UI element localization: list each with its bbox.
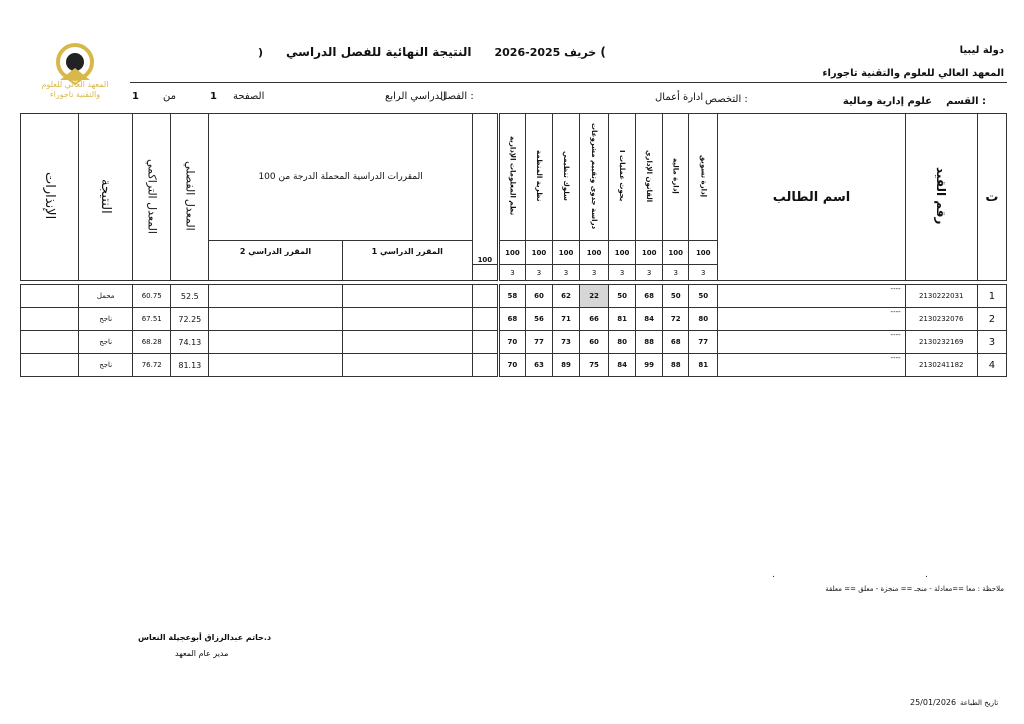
warnings-cell	[21, 285, 79, 308]
course-header-1: إدارة تسويق	[689, 114, 718, 241]
mark-cell: 81	[689, 354, 718, 377]
extra-cell	[472, 308, 498, 331]
name-cell: ----	[718, 354, 905, 377]
mark-cell: 50	[663, 285, 689, 308]
warnings-cell	[21, 331, 79, 354]
country-label: دولة ليبيا	[959, 45, 1004, 56]
reg-header: رقم القيد	[905, 114, 977, 281]
mark-cell: 99	[636, 354, 663, 377]
result-cell: محمل	[79, 285, 133, 308]
extra-cell	[472, 285, 498, 308]
department-label: القسم :	[946, 96, 986, 107]
cum-avg-cell: 67.51	[133, 308, 171, 331]
course-header-6: سلوك تنظيمي	[553, 114, 580, 241]
carried-1-cell	[342, 331, 472, 354]
course-header-4: I بحوث عمليات	[609, 114, 636, 241]
name-cell: ----	[718, 285, 905, 308]
results-table	[20, 113, 1007, 377]
sem-avg-cell: 52.5	[171, 285, 209, 308]
extra-cell	[472, 354, 498, 377]
footer-dot-1: .	[772, 570, 775, 580]
mark-cell: 70	[498, 331, 525, 354]
mark-cell: 81	[609, 308, 636, 331]
carried-1-cell	[342, 354, 472, 377]
mark-cell: 75	[580, 354, 609, 377]
logo-caption: المعهد العالي للعلوم والتقنية تاجوراء	[41, 80, 109, 99]
max-mark-5: 100	[580, 241, 609, 265]
max-mark-6: 100	[553, 241, 580, 265]
course-header-7: نظرية المنظمة	[525, 114, 552, 241]
extra-cell	[472, 331, 498, 354]
mark-cell: 71	[553, 308, 580, 331]
carried-1-cell	[342, 285, 472, 308]
course-header-3: القانون الإداري	[636, 114, 663, 241]
carried-2-cell	[209, 285, 342, 308]
mark-cell: 70	[498, 354, 525, 377]
result-header: النتيجة	[79, 114, 133, 281]
sem-avg-cell: 74.13	[171, 331, 209, 354]
course-header-5: دراسة جدوى وتقييم مشروعات	[580, 114, 609, 241]
department-value: علوم إدارية ومالية	[842, 96, 932, 107]
units-5: 3	[580, 265, 609, 281]
units-extra	[472, 265, 498, 281]
reg-cell: 2130232076	[905, 308, 977, 331]
carried-1-header: المقرر الدراسي 1	[342, 241, 472, 281]
mark-cell: 88	[663, 354, 689, 377]
warnings-cell	[21, 354, 79, 377]
seq-cell: 4	[977, 354, 1006, 377]
table-row	[21, 331, 1007, 354]
mark-cell: 68	[663, 331, 689, 354]
seq-cell: 2	[977, 308, 1006, 331]
page-title	[258, 45, 606, 59]
signatory-title: مدير عام المعهد	[175, 649, 229, 658]
units-7: 3	[525, 265, 552, 281]
course-header-2: إدارة مالية	[663, 114, 689, 241]
print-date: 25/01/2026	[910, 698, 957, 707]
semester-label: الفصل :	[440, 91, 474, 102]
table-row	[21, 308, 1007, 331]
title-text: النتيجة النهائية للفصل الدراسي (	[286, 45, 606, 59]
seq-header: ت	[977, 114, 1006, 281]
term-label: خريف 2025-2026	[494, 46, 597, 59]
mark-cell: 84	[609, 354, 636, 377]
course-header-8: نظم المعلومات الإدارية	[498, 114, 525, 241]
seq-cell: 3	[977, 331, 1006, 354]
units-4: 3	[609, 265, 636, 281]
reg-cell: 2130222031	[905, 285, 977, 308]
mark-cell: 73	[553, 331, 580, 354]
cum-avg-cell: 68.28	[133, 331, 171, 354]
seq-cell: 1	[977, 285, 1006, 308]
header-rule	[130, 82, 1007, 83]
mark-cell: 84	[636, 308, 663, 331]
result-cell: ناجح	[79, 308, 133, 331]
units-1: 3	[689, 265, 718, 281]
footer-dot-2: .	[925, 570, 928, 580]
table-row	[21, 354, 1007, 377]
carried-2-cell	[209, 331, 342, 354]
mark-cell: 56	[525, 308, 552, 331]
page-label: الصفحة	[233, 91, 265, 102]
max-mark-4: 100	[609, 241, 636, 265]
sem-avg-cell: 81.13	[171, 354, 209, 377]
cum-avg-header: المعدل التراكمي	[133, 114, 171, 281]
major-label: التخصص :	[705, 94, 748, 105]
warnings-header: الإنذارات	[21, 114, 79, 281]
table-row	[21, 285, 1007, 308]
print-date-label: تاريخ الطباعة	[960, 699, 999, 707]
mark-cell: 89	[553, 354, 580, 377]
header-row	[21, 114, 1007, 241]
carried-2-cell	[209, 308, 342, 331]
result-cell: ناجح	[79, 331, 133, 354]
carried-2-header: المقرر الدراسي 2	[209, 241, 342, 281]
cum-avg-cell: 76.72	[133, 354, 171, 377]
reg-cell: 2130241182	[905, 354, 977, 377]
mark-cell: 60	[580, 331, 609, 354]
carried-title: المقررات الدراسية المحملة الدرجة من 100	[209, 114, 473, 241]
max-mark-2: 100	[663, 241, 689, 265]
mark-cell: 50	[689, 285, 718, 308]
units-6: 3	[553, 265, 580, 281]
reg-cell: 2130232169	[905, 331, 977, 354]
page-number: 1	[210, 91, 217, 102]
mark-cell: 77	[525, 331, 552, 354]
max-mark-3: 100	[636, 241, 663, 265]
units-2: 3	[663, 265, 689, 281]
signatory-name: د.حاتم عبدالرزاق أبوعجيلة النعاس	[138, 633, 272, 642]
semester-value: الدراسي الرابع	[385, 91, 446, 102]
institute-name: المعهد العالي للعلوم والتقنية تاجوراء	[822, 68, 1004, 79]
institute-logo	[30, 40, 120, 110]
name-cell: ----	[718, 331, 905, 354]
warnings-cell	[21, 308, 79, 331]
title-close-paren: )	[258, 46, 264, 59]
mark-cell: 72	[663, 308, 689, 331]
mark-cell: 68	[498, 308, 525, 331]
extra-max: 100	[472, 114, 498, 265]
result-cell: ناجح	[79, 354, 133, 377]
carried-1-cell	[342, 308, 472, 331]
max-mark-1: 100	[689, 241, 718, 265]
cum-avg-cell: 60.75	[133, 285, 171, 308]
mark-cell: 63	[525, 354, 552, 377]
mark-cell: 77	[689, 331, 718, 354]
mark-cell: 50	[609, 285, 636, 308]
name-header: اسم الطالب	[718, 114, 905, 281]
mark-cell: 68	[636, 285, 663, 308]
mark-cell: 88	[636, 331, 663, 354]
sem-avg-header: المعدل الفصلي	[171, 114, 209, 281]
carried-2-cell	[209, 354, 342, 377]
major-value: ادارة أعمال	[655, 92, 704, 103]
name-cell: ----	[718, 308, 905, 331]
page-total: 1	[132, 91, 139, 102]
max-mark-7: 100	[525, 241, 552, 265]
max-mark-8: 100	[498, 241, 525, 265]
mark-cell-highlighted: 22	[580, 285, 609, 308]
of-label: من	[163, 91, 176, 102]
mark-cell: 80	[609, 331, 636, 354]
units-8: 3	[498, 265, 525, 281]
mark-cell: 60	[525, 285, 552, 308]
mark-cell: 80	[689, 308, 718, 331]
sem-avg-cell: 72.25	[171, 308, 209, 331]
footer-note: ملاحظة : معا ==معادلة - منجـ == منجزة - معلق == معلقة	[825, 585, 1004, 593]
mark-cell: 58	[498, 285, 525, 308]
units-3: 3	[636, 265, 663, 281]
mark-cell: 62	[553, 285, 580, 308]
mark-cell: 66	[580, 308, 609, 331]
